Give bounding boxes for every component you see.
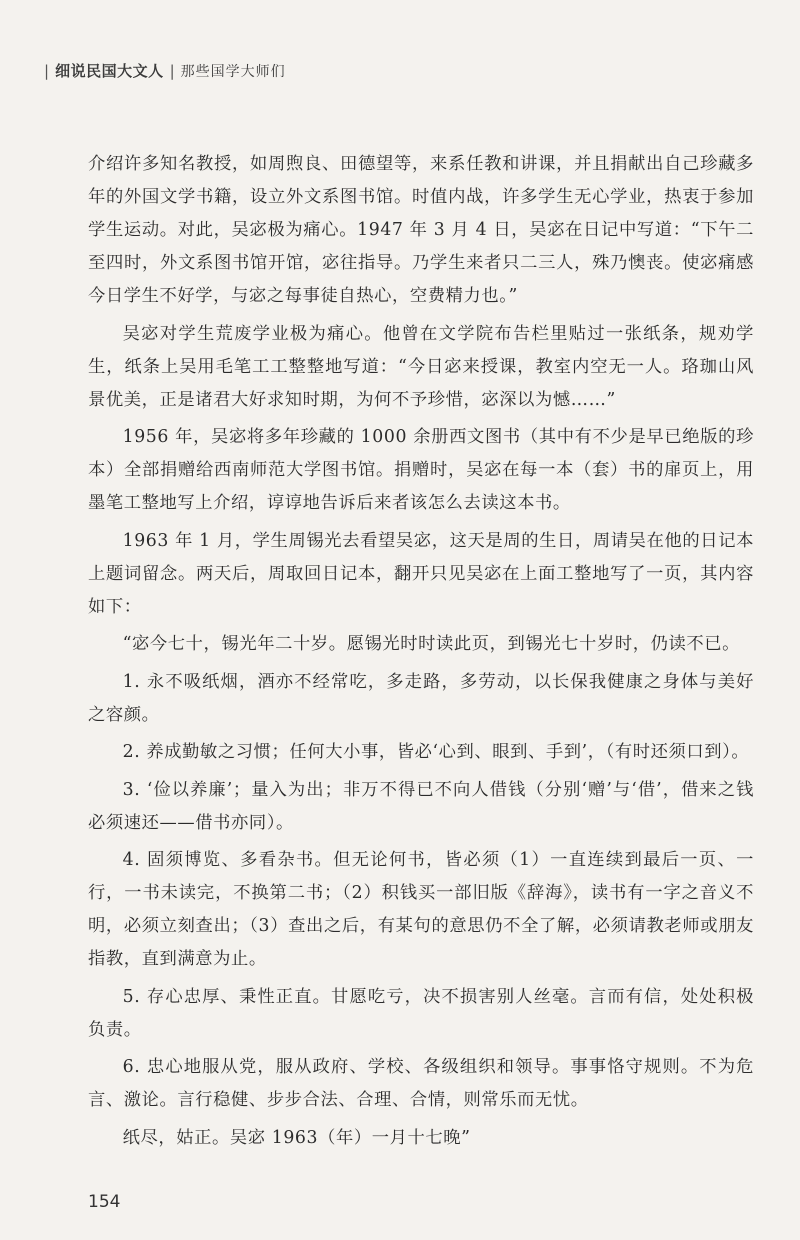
header-separator: |: [169, 61, 175, 80]
quote-item: 2. 养成勤敏之习惯；任何大小事，皆必‘心到、眼到、手到’，（有时还须口到）。: [122, 742, 750, 762]
quote-item: 5. 存心忠厚、秉性正直。甘愿吃亏，决不损害别人丝毫。言而有信，处处积极负责。: [88, 986, 754, 1040]
paragraph: 1956 年，吴宓将多年珍藏的 1000 余册西文图书（其中有不少是早已绝版的珍本）全部捐赠给西南师范大学图书馆。捐赠时，吴宓在每一本（套）书的扉页上，用墨笔工整地写上介绍，谆谆地告诉后来者该怎么去读这本书。: [88, 427, 754, 513]
chapter-title: 那些国学大师们: [180, 63, 286, 80]
quote-item: 3. ‘俭以养廉’；量入为出；非万不得已不向人借钱（分别‘赠’与‘借’，借来之钱必须速还——借书亦同）。: [88, 779, 754, 833]
running-header: [38, 60, 286, 81]
paragraph: 吴宓对学生荒废学业极为痛心。他曾在文学院布告栏里贴过一张纸条，规劝学生，纸条上吴用毛笔工工整整地写道：“今日宓来授课，教室内空无一人。珞珈山风景优美，正是诸君大好求知时期，为何不予珍惜，宓深以为憾……”: [88, 323, 754, 410]
quote-item: 1. 永不吸纸烟，酒亦不经常吃，多走路，多劳动，以长保我健康之身体与美好之容颜。: [88, 671, 754, 725]
quote-item: 4. 固须博览、多看杂书。但无论何书，皆必须（1）一直连续到最后一页、一行，一书未读完，不换第二书；（2）积钱买一部旧版《辞海》，读书有一字之音义不明，必须立刻查出；（3）查出之后，有某句的意思仍不全了解，必须请教老师或朋友指教，直到满意为止。: [88, 850, 754, 969]
quote-opening: “宓今七十，锡光年二十岁。愿锡光时时读此页，到锡光七十岁时，仍读不已。: [122, 634, 740, 654]
quote-item: 6. 忠心地服从党，服从政府、学校、各级组织和领导。事事恪守规则。不为危言、激论。言行稳健、步步合法、合理、合情，则常乐而无忧。: [88, 1057, 754, 1110]
header-left-bar: |: [44, 61, 50, 80]
paragraph: 1963 年 1 月，学生周锡光去看望吴宓，这天是周的生日，周请吴在他的日记本上题词留念。两天后，周取回日记本，翻开只见吴宓在上面工整地写了一页，其内容如下：: [88, 530, 754, 617]
body-text: [88, 148, 754, 1159]
book-title: 细说民国大文人: [55, 62, 164, 80]
page-number: 154: [88, 1192, 121, 1212]
quote-signature: 纸尽，姑正。吴宓 1963（年）一月十七晚”: [122, 1127, 471, 1148]
paragraph-continued: 介绍许多知名教授，如周煦良、田德望等，来系任教和讲课，并且捐献出自己珍藏多年的外国文学书籍，设立外文系图书馆。时值内战，许多学生无心学业，热衷于参加学生运动。对此，吴宓极为痛心。1947 年 3 月 4 日，吴宓在日记中写道：“下午二至四时，外文系图书馆开馆，宓往指导。乃学生来者只二三人，殊乃懊丧。使宓痛感今日学生不好学，与宓之每事徒自热心，空费精力也。”: [88, 154, 754, 306]
